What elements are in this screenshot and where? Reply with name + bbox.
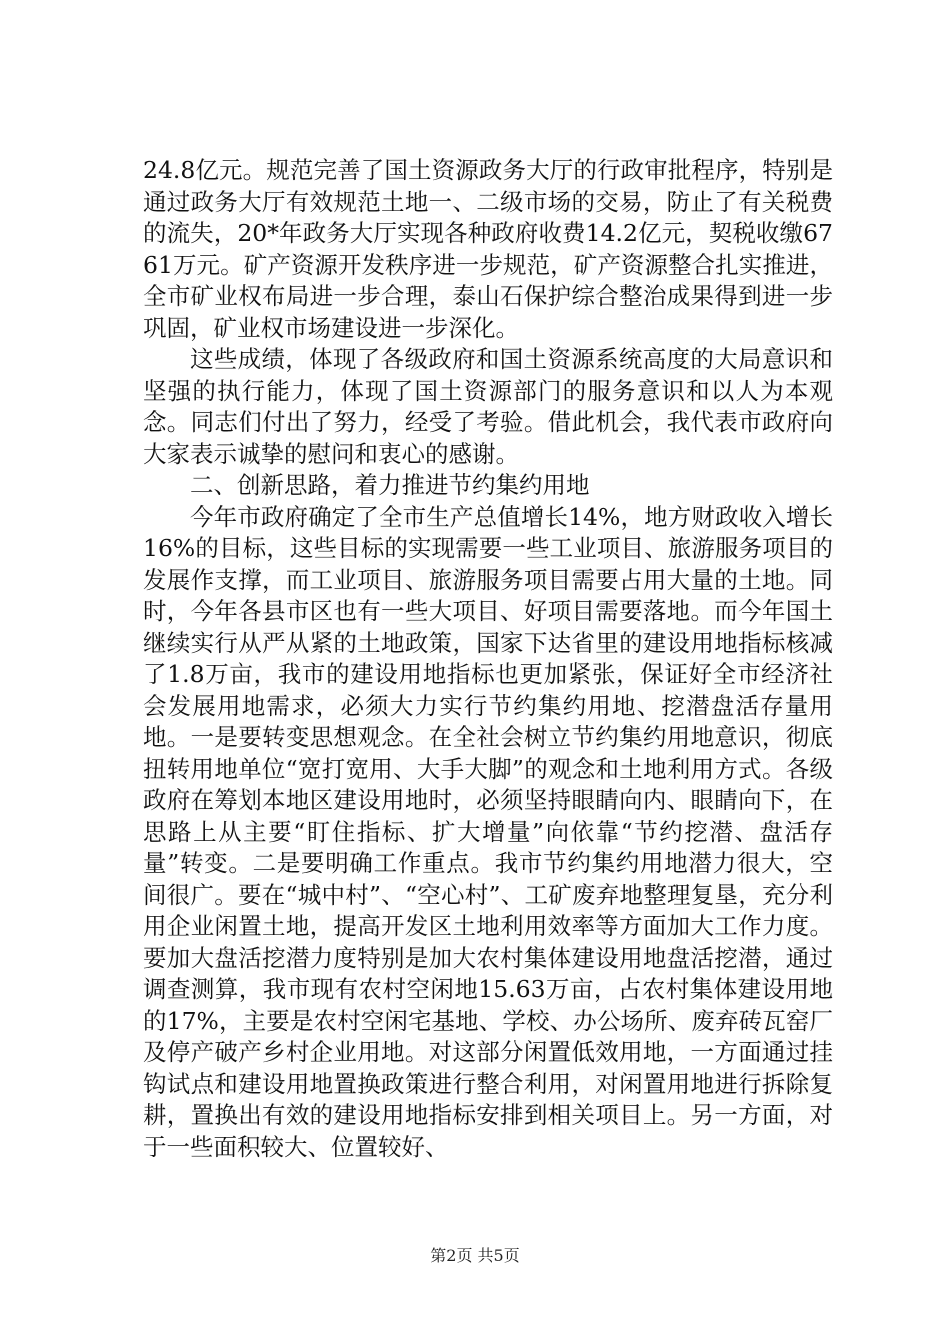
- paragraph-3: 今年市政府确定了全市生产总值增长14%，地方财政收入增长16%的目标，这些目标的实现需要一些工业项目、旅游服务项目的发展作支撑，而工业项目、旅游服务项目需要占用大量的土地。同时，今年各县市区也有一些大项目、好项目需要落地。而今年国土继续实行从严从紧的土地政策，国家下达省里的建设用地指标核减了1.8万亩，我市的建设用地指标也更加紧张，保证好全市经济社会发展用地需求，必须大力实行节约集约用地、挖潜盘活存量用地。一是要转变思想观念。在全社会树立节约集约用地意识，彻底扭转用地单位“宽打宽用、大手大脚”的观念和土地利用方式。各级政府在筹划本地区建设用地时，必须坚持眼睛向内、眼睛向下，在思路上从主要“盯住指标、扩大增量”向依靠“节约挖潜、盘活存量”转变。二是要明确工作重点。我市节约集约用地潜力很大，空间很广。要在“城中村”、“空心村”、工矿废弃地整理复垦，充分利用企业闲置土地，提高开发区土地利用效率等方面加大工作力度。要加大盘活挖潜力度特别是加大农村集体建设用地盘活挖潜，通过调查测算，我市现有农村空闲地15.63万亩，占农村集体建设用地的17%，主要是农村空闲宅基地、学校、办公场所、废弃砖瓦窑厂及停产破产乡村企业用地。对这部分闲置低效用地，一方面通过挂钩试点和建设用地置换政策进行整合利用，对闲置用地进行拆除复耕，置换出有效的建设用地指标安排到相关项目上。另一方面，对于一些面积较大、位置较好、: [143, 502, 833, 1161]
- paragraph-2: 这些成绩，体现了各级政府和国土资源系统高度的大局意识和坚强的执行能力，体现了国土资源部门的服务意识和以人为本观念。同志们付出了努力，经受了考验。借此机会，我代表市政府向大家表示诚挚的慰问和衷心的感谢。: [143, 345, 833, 468]
- page-number-footer: 第2页 共5页: [430, 1246, 520, 1265]
- document-body: [143, 155, 833, 1163]
- paragraph-1: 24.8亿元。规范完善了国土资源政务大厅的行政审批程序，特别是通过政务大厅有效规范土地一、二级市场的交易，防止了有关税费的流失，20*年政务大厅实现各种政府收费14.2亿元，契税收缴6761万元。矿产资源开发秩序进一步规范，矿产资源整合扎实推进，全市矿业权布局进一步合理，泰山石保护综合整治成果得到进一步巩固，矿业权市场建设进一步深化。: [143, 156, 833, 342]
- section-heading: 二、创新思路，着力推进节约集约用地: [190, 471, 590, 499]
